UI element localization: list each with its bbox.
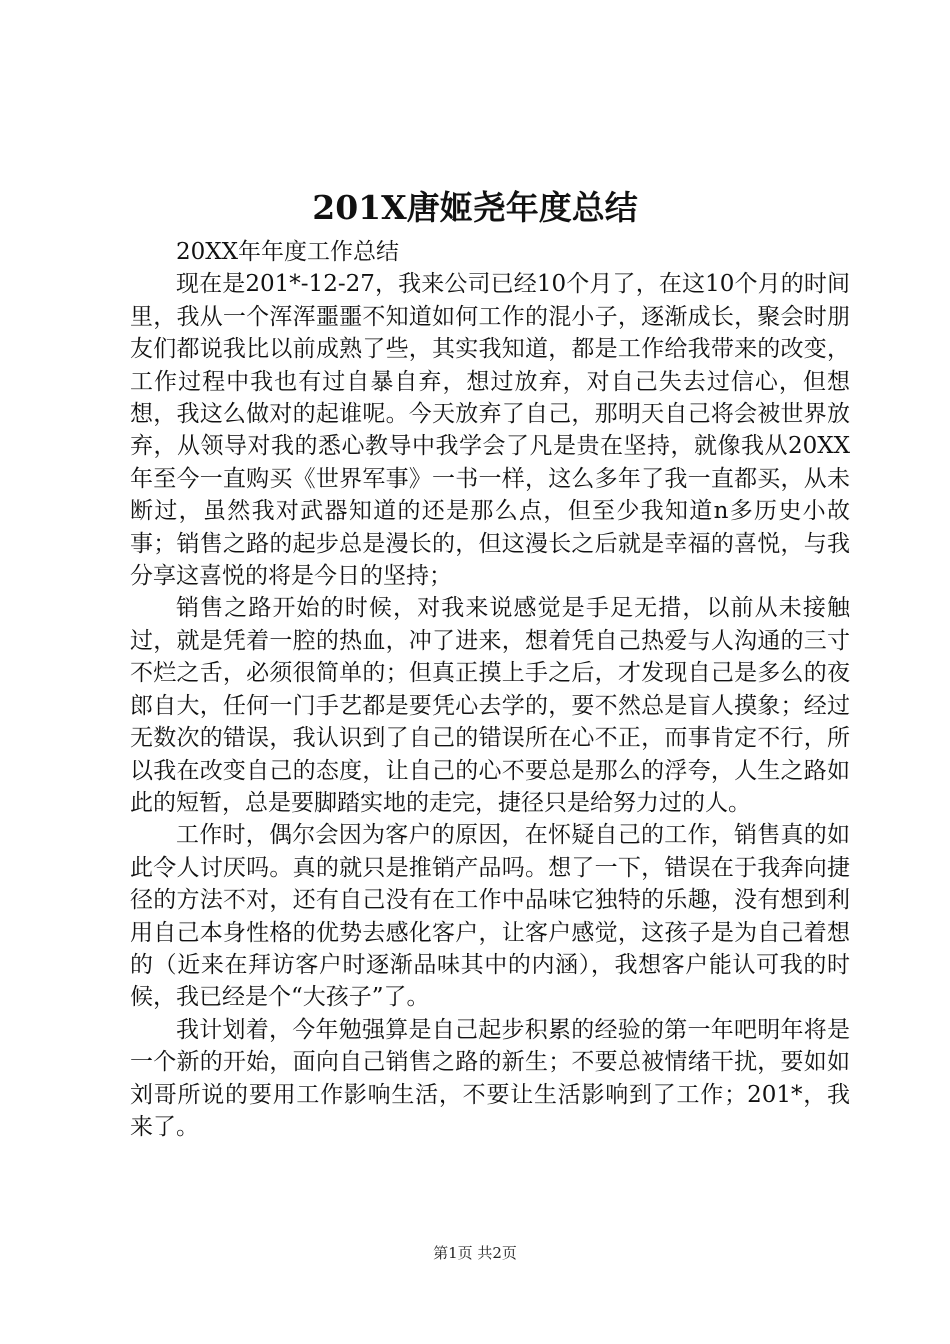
paragraph-4: 我计划着，今年勉强算是自己起步积累的经验的第一年吧明年将是一个新的开始，面向自己销售之路的新生；不要总被情绪干扰，要如如刘哥所说的要用工作影响生活，不要让生活影响到了工作；201*，我来了。 bbox=[130, 1016, 850, 1140]
document-title: 201X唐姬尧年度总结 bbox=[312, 188, 638, 227]
paragraph-1: 现在是201*-12-27，我来公司已经10个月了，在这10个月的时间里，我从一个浑浑噩噩不知道如何工作的混小子，逐渐成长，聚会时朋友们都说我比以前成熟了些，其实我知道，都是工作给我带来的改变，工作过程中我也有过自暴自弃，想过放弃，对自己失去过信心，但想想，我这么做对的起谁呢。今天放弃了自己，那明天自己将会被世界放弃，从领导对我的悉心教导中我学会了凡是贵在坚持，就像我从20XX年至今一直购买《世界军事》一书一样，这么多年了我一直都买，从未断过，虽然我对武器知道的还是那么点，但至少我知道n多历史小故事；销售之路的起步总是漫长的，但这漫长之后就是幸福的喜悦，与我分享这喜悦的将是今日的坚持； bbox=[130, 271, 850, 590]
document-body bbox=[130, 236, 850, 1143]
page-number-footer: 第1页 共2页 bbox=[433, 1244, 517, 1262]
paragraph-3: 工作时，偶尔会因为客户的原因，在怀疑自己的工作，销售真的如此令人讨厌吗。真的就只是推销产品吗。想了一下，错误在于我奔向捷径的方法不对，还有自己没有在工作中品味它独特的乐趣，没有想到利用自己本身性格的优势去感化客户，让客户感觉，这孩子是为自己着想的（近来在拜访客户时逐渐品味其中的内涵），我想客户能认可我的时候，我已经是个“大孩子”了。 bbox=[130, 822, 850, 1011]
paragraph-2: 销售之路开始的时候，对我来说感觉是手足无措，以前从未接触过，就是凭着一腔的热血，冲了进来，想着凭自己热爱与人沟通的三寸不烂之舌，必须很简单的；但真正摸上手之后，才发现自己是多么的夜郎自大，任何一门手艺都是要凭心去学的，要不然总是盲人摸象；经过无数次的错误，我认识到了自己的错误所在心不正，而事肯定不行，所以我在改变自己的态度，让自己的心不要总是那么的浮夸，人生之路如此的短暂，总是要脚踏实地的走完，捷径只是给努力过的人。 bbox=[130, 595, 850, 816]
paragraph-subtitle: 20XX年年度工作总结 bbox=[176, 239, 400, 265]
